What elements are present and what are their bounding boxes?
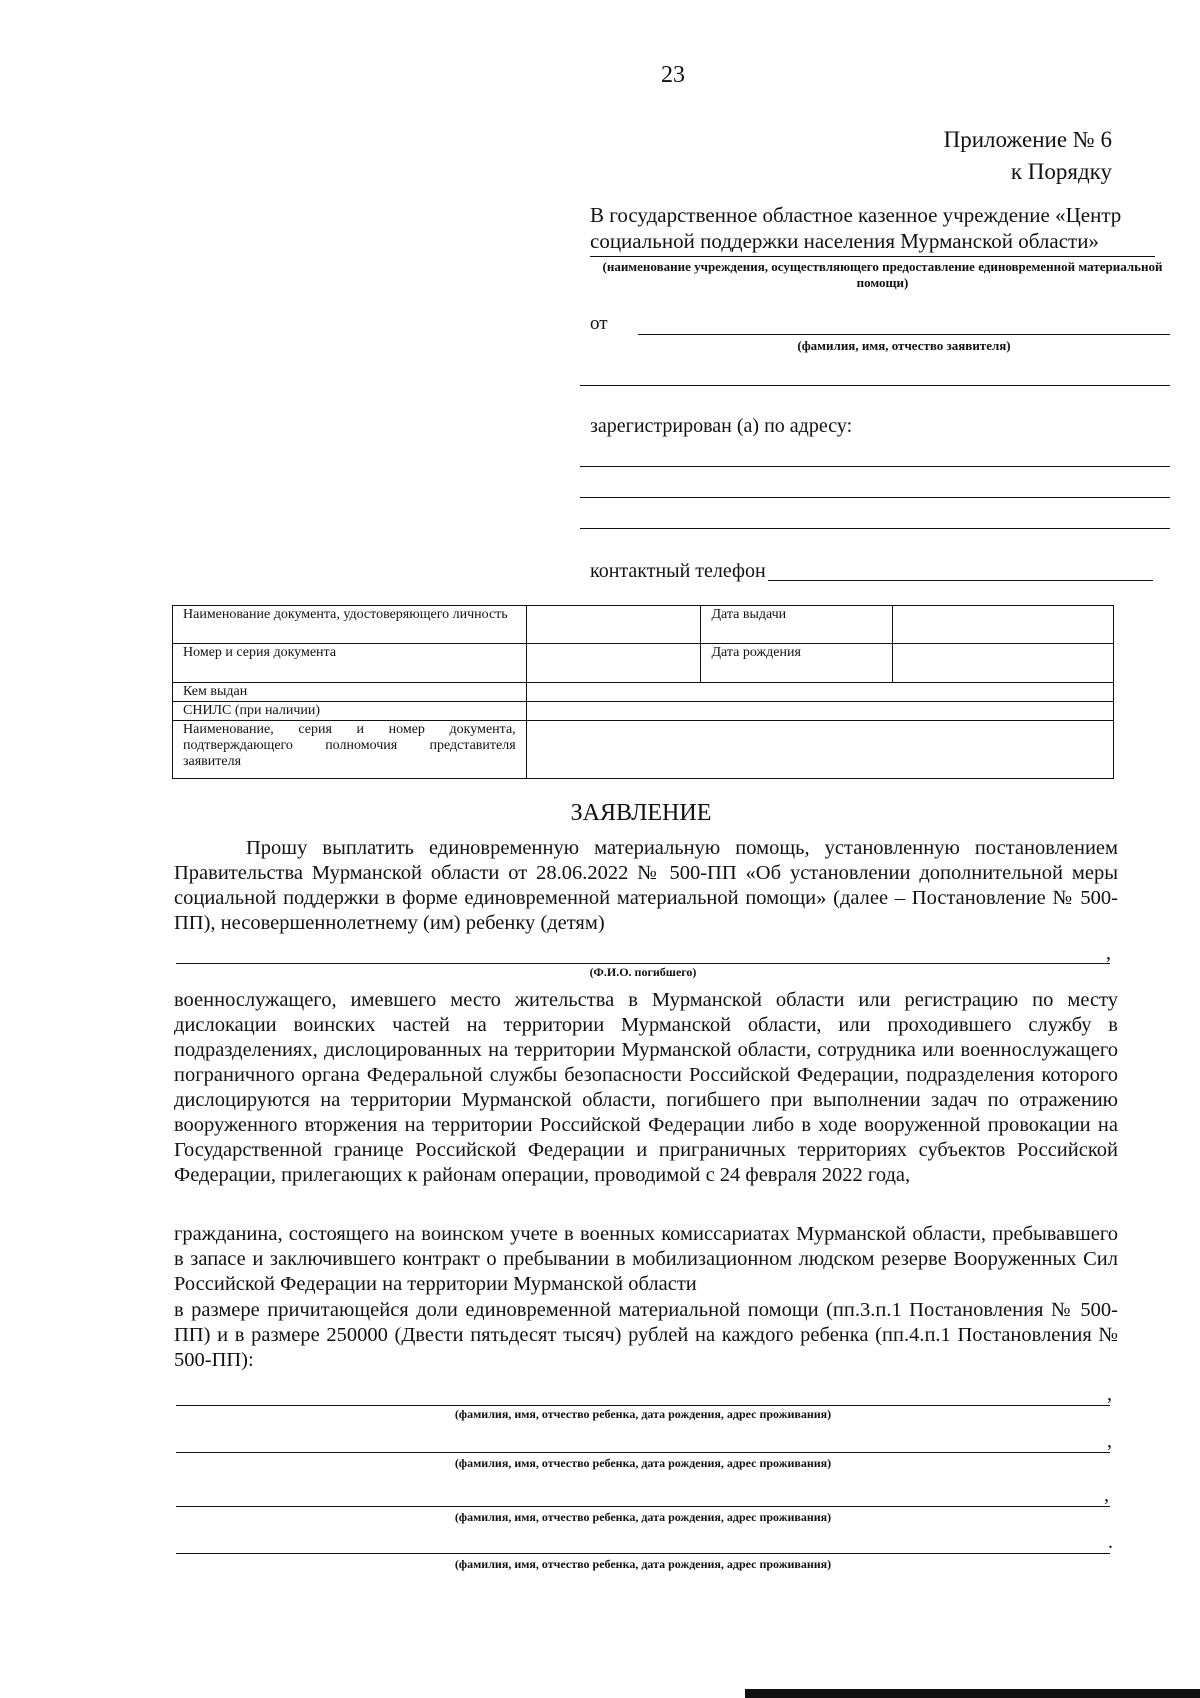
child-period-4: . xyxy=(1108,1531,1113,1553)
child-comma-2: , xyxy=(1107,1430,1112,1452)
birth-date-label: Дата рождения xyxy=(701,644,893,683)
representative-doc-value[interactable] xyxy=(526,721,1113,779)
child-caption-3: (фамилия, имя, отчество ребенка, дата рождения, адрес проживания) xyxy=(454,1510,832,1524)
identity-table xyxy=(172,605,1114,779)
address-line-2[interactable] xyxy=(580,497,1170,498)
issued-by-label: Кем выдан xyxy=(173,683,527,702)
address-line-3[interactable] xyxy=(580,528,1170,529)
doc-number-value[interactable] xyxy=(526,644,701,683)
applicant-name-caption: (фамилия, имя, отчество заявителя) xyxy=(797,338,1011,353)
child-comma-1: , xyxy=(1107,1383,1112,1405)
appendix-reference: к Порядку xyxy=(1010,159,1112,184)
representative-doc-label: Наименование, серия и номер документа, подтверждающего полномочия представителя заявителя xyxy=(173,721,527,779)
child-caption-4: (фамилия, имя, отчество ребенка, дата рождения, адрес проживания) xyxy=(454,1557,832,1571)
applicant-name-line[interactable] xyxy=(638,334,1170,335)
address-label: зарегистрирован (а) по адресу: xyxy=(590,415,853,437)
amount-paragraph: в размере причитающейся доли единовременной материальной помощи (пп.3.п.1 Постановления № 500-ПП) и в размере 250000 (Двести пятьдесят тысяч) рублей на каждого ребенка (пп.4.п.1 Постановления № 500-ПП): xyxy=(174,1299,1118,1371)
addressee-text: В государственное областное казенное учреждение «Центр социальной поддержки населения Мурманской области» xyxy=(590,202,1155,257)
doc-name-label: Наименование документа, удостоверяющего личность xyxy=(173,606,527,644)
child-line-4[interactable] xyxy=(176,1553,1110,1554)
appendix-number: Приложение № 6 xyxy=(943,127,1112,152)
citizen-paragraph: гражданина, состоящего на воинском учете в военных комиссариатах Мурманской области, пребывавшего в запасе и заключившего контракт о пребывании в мобилизационном людском резерве Вооруженных Сил Российской Федерации на территории Мурманской области xyxy=(174,1223,1118,1295)
deceased-comma: , xyxy=(1106,942,1111,964)
doc-name-value[interactable] xyxy=(526,606,701,644)
deceased-caption: (Ф.И.О. погибшего) xyxy=(589,965,697,979)
document-title: ЗАЯВЛЕНИЕ xyxy=(570,800,712,826)
addressee-caption: (наименование учреждения, осуществляющего предоставление единовременной материальной помощи) xyxy=(602,259,1163,290)
child-line-3[interactable] xyxy=(176,1506,1110,1507)
phone-line[interactable] xyxy=(768,580,1153,581)
child-caption-2: (фамилия, имя, отчество ребенка, дата рождения, адрес проживания) xyxy=(454,1456,832,1470)
issued-by-value[interactable] xyxy=(526,683,1113,702)
phone-label: контактный телефон xyxy=(590,560,766,582)
applicant-name-line-2[interactable] xyxy=(580,385,1170,386)
child-line-1[interactable] xyxy=(176,1405,1110,1406)
doc-number-label: Номер и серия документа xyxy=(173,644,527,683)
issue-date-label: Дата выдачи xyxy=(701,606,893,644)
child-comma-3: , xyxy=(1104,1484,1109,1506)
address-line-1[interactable] xyxy=(580,466,1170,467)
child-line-2[interactable] xyxy=(176,1452,1110,1453)
snils-label: СНИЛС (при наличии) xyxy=(173,702,527,721)
scan-edge-bar xyxy=(745,1689,1200,1698)
birth-date-value[interactable] xyxy=(893,644,1114,683)
deceased-name-line[interactable] xyxy=(176,963,1110,964)
addressee-block xyxy=(590,202,1170,291)
page-number: 23 xyxy=(661,62,685,88)
serviceman-paragraph: военнослужащего, имевшего место жительства в Мурманской области или регистрацию по месту дислокации воинских частей на территории Мурманской области, или проходившего службу в подразделениях, дислоцированных на территории Мурманской области, сотрудника или военнослужащего пограничного органа Федеральной службы безопасности Российской Федерации, подразделения которого дислоцируются на территории Мурманской области, погибшего при выполнении задач по отражению вооруженного вторжения на территории Российской Федерации либо в ходе вооруженной провокации на Государственной границе Российской Федерации и приграничных территориях субъектов Российской Федерации, прилегающих к районам операции, проводимой с 24 февраля 2022 года, xyxy=(174,989,1118,1186)
child-caption-1: (фамилия, имя, отчество ребенка, дата рождения, адрес проживания) xyxy=(454,1407,832,1421)
request-paragraph: Прошу выплатить единовременную материальную помощь, установленную постановлением Правительства Мурманской области от 28.06.2022 № 500-ПП «Об установлении дополнительной меры социальной поддержки в форме единовременной материальной помощи» (далее – Постановление № 500-ПП), несовершеннолетнему (им) ребенку (детям) xyxy=(174,837,1118,934)
snils-value[interactable] xyxy=(526,702,1113,721)
from-label: от xyxy=(590,313,608,334)
appendix-header xyxy=(944,124,1112,188)
issue-date-value[interactable] xyxy=(893,606,1114,644)
